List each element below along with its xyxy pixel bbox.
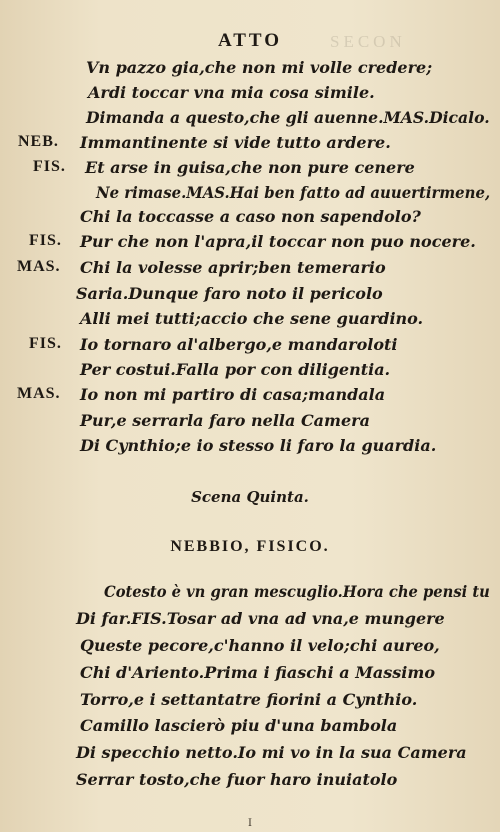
running-header: ATTO xyxy=(217,30,283,51)
verse-line: Di Cynthio;e io stesso li faro la guardia. xyxy=(80,436,437,455)
speaker-label: FIS. xyxy=(29,335,62,352)
verse-line: Per costui.Falla por con diligentia. xyxy=(80,360,391,379)
verse-line: Chi la volesse aprir;ben temerario xyxy=(80,258,386,277)
speaker-label: FIS. xyxy=(29,232,62,249)
speaker-label: MAS. xyxy=(17,385,61,402)
verse-line: Di specchio netto.Io mi vo in la sua Camera xyxy=(76,743,467,762)
verse-line: Camillo lascierò piu d'una bambola xyxy=(80,716,398,735)
verse-line: Torro,e i settantatre fiorini a Cynthio. xyxy=(80,690,418,709)
page-footer-mark: I xyxy=(248,818,252,829)
verse-line: Chi d'Ariento.Prima i fiaschi a Massimo xyxy=(80,663,435,682)
verse-line: Pur che non l'apra,il toccar non puo nocere. xyxy=(80,232,476,251)
verse-line: Ne rimase.MAS.Hai ben fatto ad auuertirmene, xyxy=(96,183,491,202)
verse-line: Dimanda a questo,che gli auenne.MAS.Dicalo. xyxy=(86,108,490,127)
verse-line: Vn pazzo gia,che non mi volle credere; xyxy=(86,58,433,77)
verse-line: Cotesto è vn gran mescuglio.Hora che pensi tu xyxy=(104,582,490,601)
cast-list: NEBBIO, FISICO. xyxy=(170,538,330,555)
verse-line: Serrar tosto,che fuor haro inuiatolo xyxy=(76,770,398,789)
speaker-label: MAS. xyxy=(17,258,61,275)
speaker-label: NEB. xyxy=(18,133,59,150)
verse-line: Pur,e serrarla faro nella Camera xyxy=(80,411,370,430)
verse-line: Immantinente si vide tutto ardere. xyxy=(80,133,391,152)
verse-line: Saria.Dunque faro noto il pericolo xyxy=(76,284,383,303)
speaker-label: FIS. xyxy=(33,158,66,175)
verse-line: Io tornaro al'albergo,e mandaroloti xyxy=(80,335,398,354)
verse-line: Chi la toccasse a caso non sapendolo? xyxy=(80,207,421,226)
scene-title: Scena Quinta. xyxy=(191,488,309,506)
verse-line: Et arse in guisa,che non pure cenere xyxy=(85,158,415,177)
verse-line: Alli mei tutti;accio che sene guardino. xyxy=(80,309,424,328)
verse-line: Queste pecore,c'hanno il velo;chi aureo, xyxy=(80,636,440,655)
verse-line: Ardi toccar vna mia cosa simile. xyxy=(88,83,375,102)
verse-line: Di far.FIS.Tosar ad vna ad vna,e mungere xyxy=(76,609,445,628)
verse-line: Io non mi partiro di casa;mandala xyxy=(80,385,386,404)
bleed-through-text: SECON xyxy=(330,32,406,51)
